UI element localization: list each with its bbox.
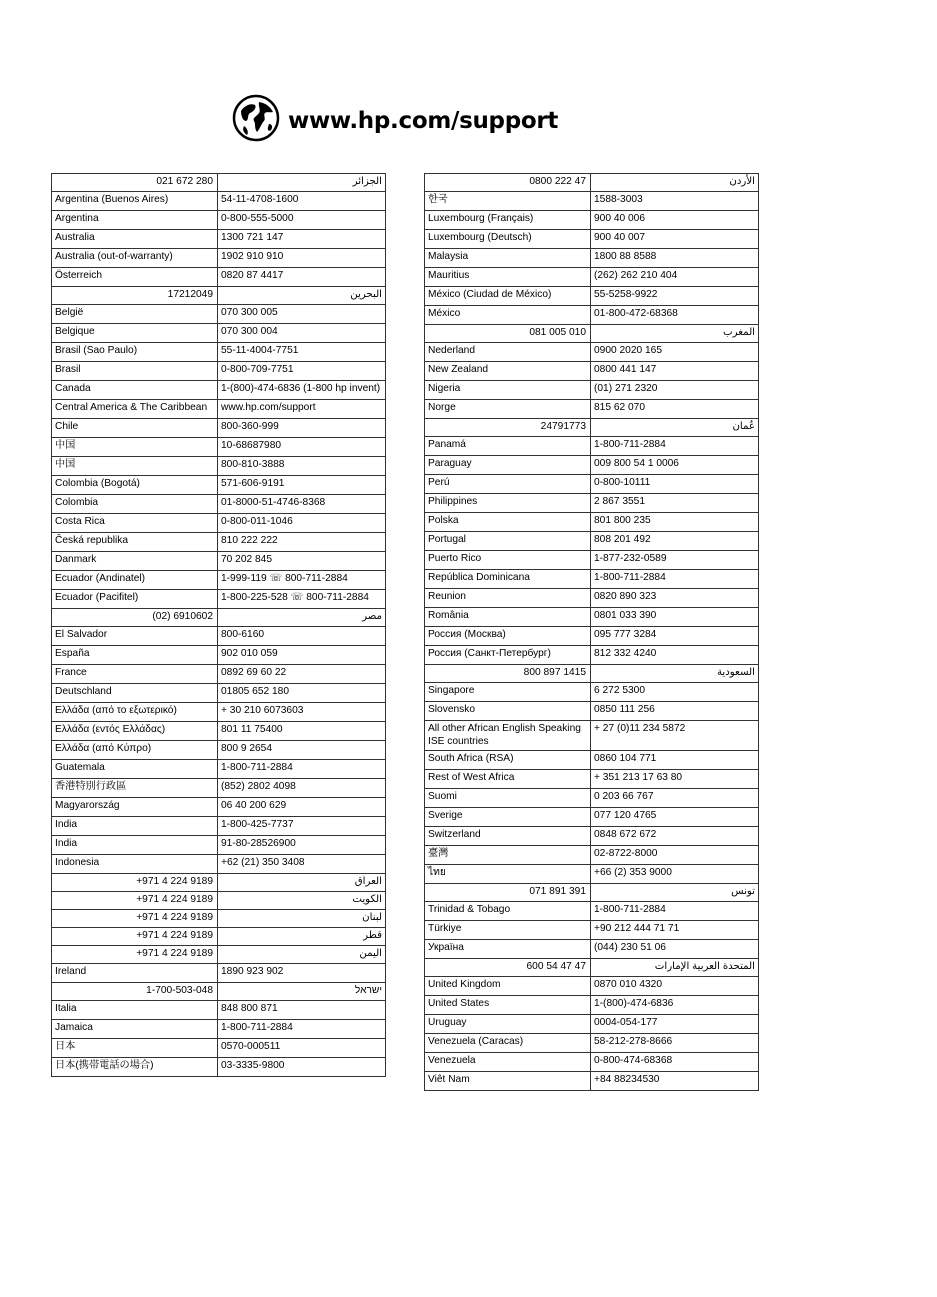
country-name: India: [52, 836, 218, 855]
support-url[interactable]: www.hp.com/support: [288, 108, 559, 134]
country-row: [52, 362, 386, 381]
country-row: [52, 703, 386, 722]
country-row: [425, 1053, 759, 1072]
country-row: [52, 760, 386, 779]
country-row: [425, 532, 759, 551]
country-name: Magyarország: [52, 798, 218, 817]
country-row: [52, 722, 386, 741]
country-name: Argentina (Buenos Aires): [52, 192, 218, 211]
phone-number: 03-3335-9800: [218, 1058, 386, 1077]
country-row: [52, 817, 386, 836]
country-name: Australia: [52, 230, 218, 249]
phone-number: 1800 88 8588: [591, 249, 759, 268]
country-name: Россия (Санкт-Петербург): [425, 646, 591, 665]
region-phone: 071 891 391: [425, 884, 591, 902]
region-name: المغرب: [591, 325, 759, 343]
country-name: Perú: [425, 475, 591, 494]
country-row: [52, 855, 386, 874]
country-name: Viêt Nam: [425, 1072, 591, 1091]
country-name: Danmark: [52, 552, 218, 571]
country-name: Colombia: [52, 495, 218, 514]
support-phone-table-left: [51, 173, 386, 1077]
country-name: México: [425, 306, 591, 325]
region-name: اليمن: [218, 946, 386, 964]
phone-number: + 30 210 6073603: [218, 703, 386, 722]
phone-number: 808 201 492: [591, 532, 759, 551]
phone-number: 0900 2020 165: [591, 343, 759, 362]
phone-number: (262) 262 210 404: [591, 268, 759, 287]
country-name: Central America & The Caribbean: [52, 400, 218, 419]
country-name: United States: [425, 996, 591, 1015]
country-name: Brasil: [52, 362, 218, 381]
region-name: البحرين: [218, 287, 386, 305]
country-row: [52, 400, 386, 419]
phone-number: 0892 69 60 22: [218, 665, 386, 684]
country-row: [52, 457, 386, 476]
phone-number: 55-5258-9922: [591, 287, 759, 306]
country-row: [52, 684, 386, 703]
phone-number: 01805 652 180: [218, 684, 386, 703]
country-name: United Kingdom: [425, 977, 591, 996]
phone-number: 0800 441 147: [591, 362, 759, 381]
country-name: Reunion: [425, 589, 591, 608]
phone-number: 01-8000-51-4746-8368: [218, 495, 386, 514]
country-row: [52, 268, 386, 287]
country-name: Uruguay: [425, 1015, 591, 1034]
country-name: Venezuela: [425, 1053, 591, 1072]
phone-number: 10-68687980: [218, 438, 386, 457]
country-row: [52, 1020, 386, 1039]
region-phone: 600 54 47 47: [425, 959, 591, 977]
country-row: [52, 211, 386, 230]
phone-number: 571-606-9191: [218, 476, 386, 495]
phone-number: 0570-000511: [218, 1039, 386, 1058]
country-name: Brasil (Sao Paulo): [52, 343, 218, 362]
phone-number: 1-800-711-2884: [218, 760, 386, 779]
phone-number: 1-999-119 ☏ 800-711-2884: [218, 571, 386, 590]
country-row: [425, 865, 759, 884]
country-name: România: [425, 608, 591, 627]
country-name: Ecuador (Pacifitel): [52, 590, 218, 609]
country-row: [52, 964, 386, 983]
country-row: [52, 571, 386, 590]
country-row: [52, 514, 386, 533]
phone-number: + 27 (0)11 234 5872: [591, 721, 759, 751]
region-row: [52, 892, 386, 910]
country-row: [52, 836, 386, 855]
phone-number: www.hp.com/support: [218, 400, 386, 419]
phone-number: 0870 010 4320: [591, 977, 759, 996]
country-row: [425, 230, 759, 249]
country-row: [425, 211, 759, 230]
phone-number: +66 (2) 353 9000: [591, 865, 759, 884]
country-name: México (Ciudad de México): [425, 287, 591, 306]
region-phone: 0800 222 47: [425, 174, 591, 192]
country-row: [425, 268, 759, 287]
phone-number: 815 62 070: [591, 400, 759, 419]
country-row: [425, 940, 759, 959]
country-row: [52, 305, 386, 324]
country-row: [52, 798, 386, 817]
country-name: Venezuela (Caracas): [425, 1034, 591, 1053]
region-row: [52, 946, 386, 964]
country-row: [52, 343, 386, 362]
phone-number: 0801 033 390: [591, 608, 759, 627]
region-row: [52, 928, 386, 946]
country-name: België: [52, 305, 218, 324]
region-row: [425, 665, 759, 683]
region-row: [52, 874, 386, 892]
country-row: [425, 513, 759, 532]
country-row: [425, 494, 759, 513]
country-row: [425, 902, 759, 921]
region-phone: 17212049: [52, 287, 218, 305]
phone-number: 1-800-711-2884: [591, 570, 759, 589]
phone-number: 2 867 3551: [591, 494, 759, 513]
country-name: ไทย: [425, 865, 591, 884]
phone-number: 1-800-711-2884: [218, 1020, 386, 1039]
country-name: India: [52, 817, 218, 836]
country-name: Nigeria: [425, 381, 591, 400]
country-row: [52, 552, 386, 571]
phone-number: 801 800 235: [591, 513, 759, 532]
phone-number: 0860 104 771: [591, 751, 759, 770]
phone-number: 0-800-011-1046: [218, 514, 386, 533]
globe-icon: [232, 94, 280, 142]
region-phone: 1-700-503-048: [52, 983, 218, 1001]
country-name: Mauritius: [425, 268, 591, 287]
country-row: [52, 476, 386, 495]
country-name: Singapore: [425, 683, 591, 702]
country-row: [425, 921, 759, 940]
country-name: South Africa (RSA): [425, 751, 591, 770]
country-row: [52, 590, 386, 609]
country-name: 日本: [52, 1039, 218, 1058]
phone-number: 848 800 871: [218, 1001, 386, 1020]
phone-number: 06 40 200 629: [218, 798, 386, 817]
country-row: [425, 683, 759, 702]
country-name: Malaysia: [425, 249, 591, 268]
region-row: [425, 174, 759, 192]
country-row: [52, 627, 386, 646]
country-name: Trinidad & Tobago: [425, 902, 591, 921]
phone-number: 1902 910 910: [218, 249, 386, 268]
phone-number: 070 300 004: [218, 324, 386, 343]
country-name: Slovensko: [425, 702, 591, 721]
country-name: Switzerland: [425, 827, 591, 846]
country-name: Türkiye: [425, 921, 591, 940]
phone-number: 0850 111 256: [591, 702, 759, 721]
country-row: [425, 627, 759, 646]
phone-number: 02-8722-8000: [591, 846, 759, 865]
country-name: Italia: [52, 1001, 218, 1020]
country-name: 中国: [52, 457, 218, 476]
phone-number: 0848 672 672: [591, 827, 759, 846]
region-phone: +971 4 224 9189: [52, 910, 218, 928]
phone-number: 1-800-425-7737: [218, 817, 386, 836]
country-name: Norge: [425, 400, 591, 419]
country-row: [425, 789, 759, 808]
phone-number: (044) 230 51 06: [591, 940, 759, 959]
country-name: Canada: [52, 381, 218, 400]
country-name: 臺灣: [425, 846, 591, 865]
country-name: Belgique: [52, 324, 218, 343]
country-row: [425, 996, 759, 1015]
phone-number: 0004-054-177: [591, 1015, 759, 1034]
region-phone: +971 4 224 9189: [52, 928, 218, 946]
phone-number: 801 11 75400: [218, 722, 386, 741]
phone-number: 6 272 5300: [591, 683, 759, 702]
country-name: Rest of West Africa: [425, 770, 591, 789]
support-phone-table-right: [424, 173, 759, 1091]
region-row: [52, 174, 386, 192]
phone-number: 800 9 2654: [218, 741, 386, 760]
country-name: Suomi: [425, 789, 591, 808]
region-phone: +971 4 224 9189: [52, 892, 218, 910]
region-phone: 021 672 280: [52, 174, 218, 192]
country-name: Portugal: [425, 532, 591, 551]
page-header: [232, 92, 558, 144]
country-row: [52, 495, 386, 514]
country-name: 香港特別行政區: [52, 779, 218, 798]
region-row: [52, 910, 386, 928]
country-name: Colombia (Bogotá): [52, 476, 218, 495]
country-name: El Salvador: [52, 627, 218, 646]
phone-number: 54-11-4708-1600: [218, 192, 386, 211]
region-name: تونس: [591, 884, 759, 902]
country-row: [52, 1001, 386, 1020]
country-name: 中国: [52, 438, 218, 457]
country-row: [425, 381, 759, 400]
country-row: [52, 533, 386, 552]
region-name: الجزائر: [218, 174, 386, 192]
region-phone: (02) 6910602: [52, 609, 218, 627]
country-row: [52, 438, 386, 457]
country-name: Paraguay: [425, 456, 591, 475]
phone-number: 0-800-709-7751: [218, 362, 386, 381]
country-name: Sverige: [425, 808, 591, 827]
region-row: [52, 287, 386, 305]
phone-number: 70 202 845: [218, 552, 386, 571]
country-row: [425, 570, 759, 589]
region-row: [425, 884, 759, 902]
country-row: [425, 770, 759, 789]
phone-number: 800-360-999: [218, 419, 386, 438]
region-name: الكويت: [218, 892, 386, 910]
country-row: [425, 608, 759, 627]
region-name: عُمان: [591, 419, 759, 437]
country-name: Philippines: [425, 494, 591, 513]
country-name: 日本(携帯電話の場合): [52, 1058, 218, 1077]
country-row: [425, 589, 759, 608]
country-row: [425, 362, 759, 381]
region-row: [425, 325, 759, 343]
phone-number: 0-800-10111: [591, 475, 759, 494]
phone-number: 812 332 4240: [591, 646, 759, 665]
country-name: France: [52, 665, 218, 684]
region-name: العراق: [218, 874, 386, 892]
phone-number: 810 222 222: [218, 533, 386, 552]
phone-number: +84 88234530: [591, 1072, 759, 1091]
country-name: Jamaica: [52, 1020, 218, 1039]
country-row: [52, 230, 386, 249]
country-name: Ελλάδα (εντός Ελλάδας): [52, 722, 218, 741]
region-name: مصر: [218, 609, 386, 627]
phone-number: 800-810-3888: [218, 457, 386, 476]
country-row: [425, 646, 759, 665]
phone-number: 077 120 4765: [591, 808, 759, 827]
country-row: [52, 1039, 386, 1058]
country-row: [425, 343, 759, 362]
country-name: Россия (Москва): [425, 627, 591, 646]
country-name: Ireland: [52, 964, 218, 983]
phone-number: 1300 721 147: [218, 230, 386, 249]
country-name: All other African English Speaking ISE countries: [425, 721, 591, 751]
country-row: [425, 400, 759, 419]
phone-number: 095 777 3284: [591, 627, 759, 646]
region-row: [52, 983, 386, 1001]
region-row: [425, 959, 759, 977]
country-row: [52, 646, 386, 665]
phone-number: 0820 890 323: [591, 589, 759, 608]
phone-number: 800-6160: [218, 627, 386, 646]
country-row: [425, 1072, 759, 1091]
country-name: Luxembourg (Deutsch): [425, 230, 591, 249]
country-name: Australia (out-of-warranty): [52, 249, 218, 268]
phone-number: 900 40 007: [591, 230, 759, 249]
phone-number: 902 010 059: [218, 646, 386, 665]
country-row: [52, 419, 386, 438]
country-row: [52, 249, 386, 268]
region-name: المتحدة العربية الإمارات: [591, 959, 759, 977]
country-row: [52, 741, 386, 760]
country-row: [52, 192, 386, 211]
phone-number: +90 212 444 71 71: [591, 921, 759, 940]
country-row: [425, 456, 759, 475]
country-name: Ecuador (Andinatel): [52, 571, 218, 590]
phone-number: 91-80-28526900: [218, 836, 386, 855]
country-name: Luxembourg (Français): [425, 211, 591, 230]
country-name: Argentina: [52, 211, 218, 230]
country-name: Ελλάδα (από το εξωτερικό): [52, 703, 218, 722]
country-row: [425, 306, 759, 325]
country-row: [425, 437, 759, 456]
country-name: Guatemala: [52, 760, 218, 779]
country-name: Chile: [52, 419, 218, 438]
phone-number: 1-800-711-2884: [591, 902, 759, 921]
country-name: Česká republika: [52, 533, 218, 552]
phone-number: 01-800-472-68368: [591, 306, 759, 325]
phone-number: 0-800-474-68368: [591, 1053, 759, 1072]
country-name: Indonesia: [52, 855, 218, 874]
region-name: ישראל: [218, 983, 386, 1001]
phone-number: 070 300 005: [218, 305, 386, 324]
phone-number: 1-800-711-2884: [591, 437, 759, 456]
phone-number: +62 (21) 350 3408: [218, 855, 386, 874]
country-name: República Dominicana: [425, 570, 591, 589]
country-row: [425, 721, 759, 751]
country-row: [52, 381, 386, 400]
country-name: Panamá: [425, 437, 591, 456]
country-name: Україна: [425, 940, 591, 959]
phone-number: 1-800-225-528 ☏ 800-711-2884: [218, 590, 386, 609]
phone-number: 1588-3003: [591, 192, 759, 211]
country-row: [425, 287, 759, 306]
region-phone: +971 4 224 9189: [52, 946, 218, 964]
region-row: [425, 419, 759, 437]
country-row: [425, 702, 759, 721]
phone-number: 1890 923 902: [218, 964, 386, 983]
country-name: Puerto Rico: [425, 551, 591, 570]
country-name: Österreich: [52, 268, 218, 287]
country-row: [425, 977, 759, 996]
phone-number: 1-(800)-474-6836: [591, 996, 759, 1015]
country-row: [425, 551, 759, 570]
country-row: [52, 1058, 386, 1077]
country-row: [425, 192, 759, 211]
region-name: السعودية: [591, 665, 759, 683]
country-row: [425, 475, 759, 494]
region-name: قطر: [218, 928, 386, 946]
country-name: Deutschland: [52, 684, 218, 703]
phone-number: 0820 87 4417: [218, 268, 386, 287]
country-name: Ελλάδα (από Κύπρο): [52, 741, 218, 760]
phone-number: + 351 213 17 63 80: [591, 770, 759, 789]
country-name: 한국: [425, 192, 591, 211]
region-phone: 24791773: [425, 419, 591, 437]
region-name: لبنان: [218, 910, 386, 928]
country-row: [425, 1015, 759, 1034]
country-row: [52, 779, 386, 798]
region-phone: +971 4 224 9189: [52, 874, 218, 892]
country-name: Nederland: [425, 343, 591, 362]
country-row: [425, 1034, 759, 1053]
phone-number: 55-11-4004-7751: [218, 343, 386, 362]
country-row: [52, 665, 386, 684]
region-row: [52, 609, 386, 627]
phone-number: 900 40 006: [591, 211, 759, 230]
country-row: [425, 846, 759, 865]
region-phone: 800 897 1415: [425, 665, 591, 683]
country-name: New Zealand: [425, 362, 591, 381]
country-name: Costa Rica: [52, 514, 218, 533]
phone-number: 1-877-232-0589: [591, 551, 759, 570]
region-name: الأردن: [591, 174, 759, 192]
country-row: [52, 324, 386, 343]
country-name: Polska: [425, 513, 591, 532]
country-row: [425, 808, 759, 827]
country-row: [425, 751, 759, 770]
phone-number: 58-212-278-8666: [591, 1034, 759, 1053]
country-row: [425, 827, 759, 846]
phone-number: (01) 271 2320: [591, 381, 759, 400]
phone-number: 0-800-555-5000: [218, 211, 386, 230]
region-phone: 081 005 010: [425, 325, 591, 343]
phone-number: 009 800 54 1 0006: [591, 456, 759, 475]
phone-number: (852) 2802 4098: [218, 779, 386, 798]
phone-number: 0 203 66 767: [591, 789, 759, 808]
country-name: España: [52, 646, 218, 665]
country-row: [425, 249, 759, 268]
phone-number: 1-(800)-474-6836 (1-800 hp invent): [218, 381, 386, 400]
